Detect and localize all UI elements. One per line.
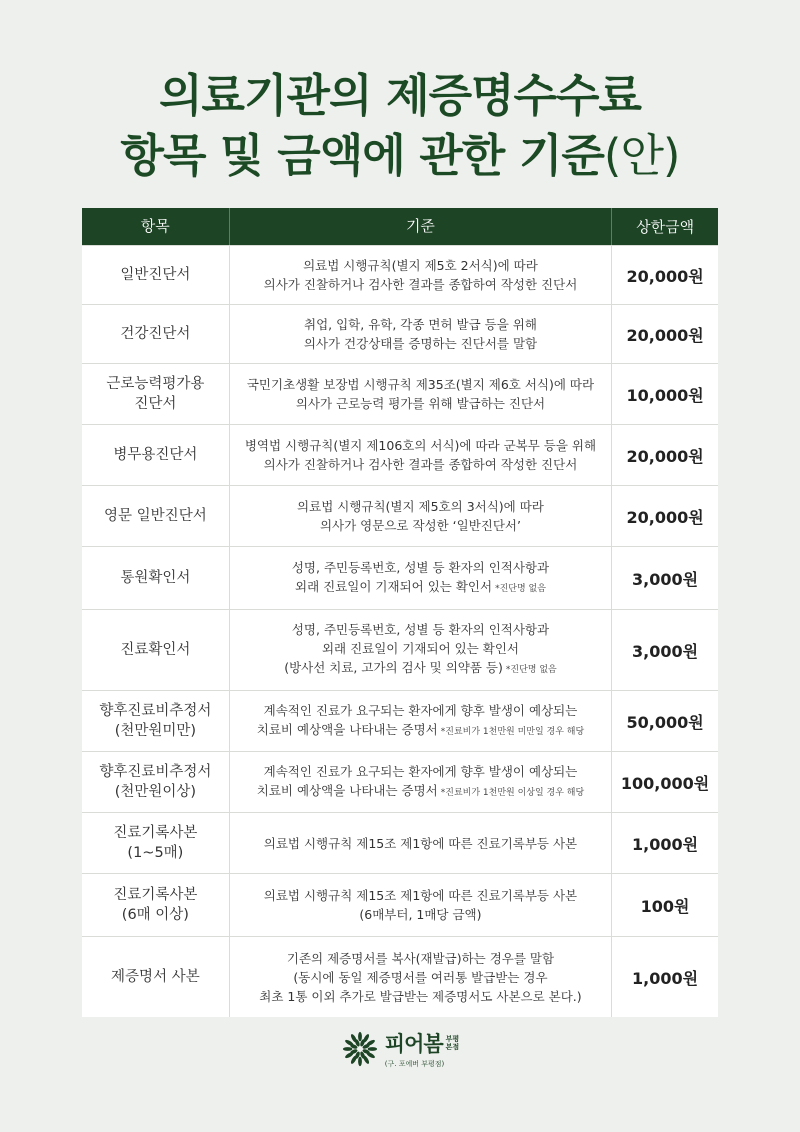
row-item-line: 근로능력평가용: [106, 376, 205, 392]
row-criteria-line: [287, 949, 554, 968]
row-price: 100원: [640, 896, 690, 916]
wreath-leaf: [358, 1056, 362, 1066]
row-criteria-line: [303, 256, 538, 275]
table-row: [82, 304, 718, 363]
row-criteria-line: [304, 334, 537, 353]
row-criteria-line: [304, 315, 537, 334]
brand-logo: [0, 1028, 800, 1069]
row-price: 3,000원: [632, 641, 699, 661]
row-price: 3,000원: [632, 569, 699, 589]
row-price: 20,000원: [626, 446, 704, 466]
row-criteria-line: [292, 558, 549, 577]
row-item: [82, 425, 230, 485]
row-item: [82, 246, 230, 304]
page-title: [0, 66, 800, 186]
row-item-line: 영문 일반진단서: [104, 508, 207, 524]
row-item-line: 향후진료비추정서: [99, 703, 212, 719]
row-criteria: [230, 610, 612, 690]
header-criteria: 기준: [230, 208, 613, 245]
row-criteria: [230, 813, 612, 873]
table-row: [82, 245, 718, 304]
row-criteria-line: [264, 762, 578, 781]
row-criteria-line: [245, 436, 596, 455]
row-price: 1,000원: [632, 834, 699, 854]
title-line-2: [0, 126, 800, 186]
row-item-line: (1~5매): [127, 845, 184, 861]
row-criteria-text: 의료법 시행규칙(별지 제5호 2서식)에 따라: [303, 258, 538, 273]
wreath-leaf: [358, 1031, 362, 1041]
row-note: *진료비가 1천만원 미만일 경우 해당: [440, 726, 585, 737]
row-criteria: [230, 752, 612, 812]
row-criteria-text: 의료법 시행규칙(별지 제5호의 3서식)에 따라: [297, 499, 544, 514]
row-criteria-line: [264, 886, 577, 905]
row-item-line: 진료확인서: [120, 642, 191, 658]
row-item-line: 진료기록사본: [113, 825, 198, 841]
title-line-1: 의료기관의 제증명수수료: [159, 69, 641, 122]
row-criteria-text: 외래 진료일이 기재되어 있는 확인서: [321, 641, 519, 656]
row-criteria-line: [257, 781, 584, 803]
row-criteria-line: [264, 834, 577, 853]
row-item-line: 진료기록사본: [113, 887, 198, 903]
row-criteria: [230, 691, 612, 751]
row-criteria-line: [320, 516, 521, 535]
row-item: [82, 691, 230, 751]
row-item-line: 건강진단서: [120, 326, 191, 342]
row-criteria-line: [295, 577, 546, 599]
row-item: [82, 937, 230, 1017]
row-criteria-line: [264, 455, 578, 474]
table-row: [82, 936, 718, 1017]
row-item-line: 통원확인서: [120, 570, 191, 586]
table-row: [82, 873, 718, 936]
row-item-line: (천만원이상): [114, 784, 197, 800]
row-item-line: 향후진료비추정서: [99, 764, 212, 780]
row-criteria: [230, 547, 612, 609]
row-criteria-text: 치료비 예상액을 나타내는 증명서: [256, 782, 438, 798]
row-item: [82, 486, 230, 546]
table-row: [82, 690, 718, 751]
row-criteria: [230, 246, 612, 304]
row-criteria: [230, 305, 612, 363]
row-criteria-text: 의료법 시행규칙 제15조 제1항에 따른 진료기록부등 사본: [263, 835, 578, 851]
row-item-line: 진단서: [134, 396, 177, 412]
row-note: *진료비가 1천만원 이상일 경우 해당: [440, 787, 585, 798]
row-criteria-text: (방사선 치료, 고가의 검사 및 의약품 등): [284, 660, 503, 675]
row-price: 20,000원: [626, 325, 704, 345]
row-criteria-text: 병역법 시행규칙(별지 제106호의 서식)에 따라 군복무 등을 위해: [244, 438, 597, 453]
row-criteria-text: 계속적인 진료가 요구되는 환자에게 향후 발생이 예상되는: [263, 702, 578, 718]
logo-subtitle: (구. 포에버 부평점): [384, 1060, 445, 1068]
table-row: [82, 609, 718, 690]
row-note: *진단명 없음: [495, 583, 546, 594]
row-criteria-text: 성명, 주민등록번호, 성별 등 환자의 인적사항과: [291, 559, 550, 575]
row-item-line: (천만원미만): [114, 723, 197, 739]
row-price: 10,000원: [626, 385, 704, 405]
row-criteria-line: [259, 987, 581, 1006]
row-price: 20,000원: [626, 507, 704, 527]
table-row: [82, 485, 718, 546]
title-line-2-main: 항목 및 금액에 관한 기준: [120, 129, 604, 182]
header-max-price: 상한금액: [636, 218, 695, 236]
row-criteria-text: 의사가 진찰하거나 검사한 결과를 종합하여 작성한 진단서: [263, 277, 578, 292]
logo-branch-line-2: 본점: [445, 1043, 460, 1051]
table-row: [82, 363, 718, 424]
row-criteria-text: 치료비 예상액을 나타내는 증명서: [256, 721, 438, 737]
row-price: 20,000원: [626, 266, 704, 286]
row-item-line: (6매 이상): [121, 907, 189, 923]
row-item-line: 제증명서 사본: [111, 969, 200, 985]
row-criteria: [230, 364, 612, 424]
row-criteria: [230, 874, 612, 936]
row-criteria-line: [296, 394, 545, 413]
table-row: [82, 424, 718, 485]
row-criteria-text: 성명, 주민등록번호, 성별 등 환자의 인적사항과: [291, 622, 550, 637]
row-item: [82, 610, 230, 690]
row-criteria-text: 국민기초생활 보장법 시행규칙 제35조(별지 제6호 서식)에 따라: [246, 377, 595, 392]
table-row: [82, 751, 718, 812]
row-criteria-line: [297, 497, 544, 516]
table-row: [82, 812, 718, 873]
row-price: 50,000원: [626, 712, 704, 732]
row-item-line: 일반진단서: [120, 267, 191, 283]
row-criteria-line: [247, 375, 594, 394]
title-line-2-suffix: (안): [603, 129, 680, 182]
row-criteria-line: [264, 701, 578, 720]
row-item: [82, 364, 230, 424]
row-criteria-line: [284, 658, 557, 680]
row-criteria-text: 최초 1통 이외 추가로 발급받는 제증명서도 사본으로 본다.): [259, 988, 582, 1004]
row-criteria-text: 외래 진료일이 기재되어 있는 확인서: [295, 578, 493, 594]
row-criteria-text: (6매부터, 1매당 금액): [359, 907, 482, 922]
row-criteria-line: [264, 275, 578, 294]
fee-table: [82, 208, 718, 1017]
row-item: [82, 752, 230, 812]
table-header: [82, 208, 718, 245]
row-criteria-text: 의사가 건강상태를 증명하는 진단서를 말함: [303, 336, 538, 351]
row-criteria: [230, 486, 612, 546]
row-price: 100,000원: [620, 773, 710, 793]
row-criteria-text: 의사가 진찰하거나 검사한 결과를 종합하여 작성한 진단서: [263, 457, 578, 472]
logo-branch: [446, 1035, 460, 1051]
logo-branch-line-1: 부평: [445, 1035, 460, 1043]
row-criteria-text: (동시에 동일 제증명서를 여러통 발급받는 경우: [293, 969, 548, 985]
table-row: [82, 546, 718, 609]
row-note: *진단명 없음: [505, 665, 557, 675]
wreath-leaf: [343, 1047, 353, 1051]
row-criteria-line: [293, 968, 547, 987]
row-criteria-line: [257, 720, 584, 742]
row-criteria-text: 계속적인 진료가 요구되는 환자에게 향후 발생이 예상되는: [263, 763, 578, 779]
row-item: [82, 305, 230, 363]
wreath-leaf: [367, 1047, 377, 1051]
header-item: 항목: [82, 208, 230, 245]
row-criteria-line: [292, 620, 549, 639]
row-criteria: [230, 425, 612, 485]
row-item-line: 병무용진단서: [113, 447, 198, 463]
row-criteria-line: [322, 639, 519, 658]
row-criteria-text: 의사가 영문으로 작성한 ‘일반진단서’: [319, 518, 521, 533]
row-criteria-text: 의료법 시행규칙 제15조 제1항에 따른 진료기록부등 사본: [263, 888, 578, 903]
row-item: [82, 874, 230, 936]
row-criteria-text: 취업, 입학, 유학, 각종 면허 발급 등을 위해: [304, 317, 537, 332]
row-item: [82, 813, 230, 873]
logo-name: 피어봄: [384, 1032, 443, 1056]
row-criteria-text: 의사가 근로능력 평가를 위해 발급하는 진단서: [295, 396, 546, 411]
row-criteria: [230, 937, 612, 1017]
row-item: [82, 547, 230, 609]
row-criteria-text: 기존의 제증명서를 복사(재발급)하는 경우를 말함: [286, 950, 555, 966]
table-body: [82, 245, 718, 1017]
leaf-wreath-icon: [341, 1030, 379, 1068]
row-price: 1,000원: [632, 968, 699, 988]
row-criteria-line: [359, 905, 481, 924]
